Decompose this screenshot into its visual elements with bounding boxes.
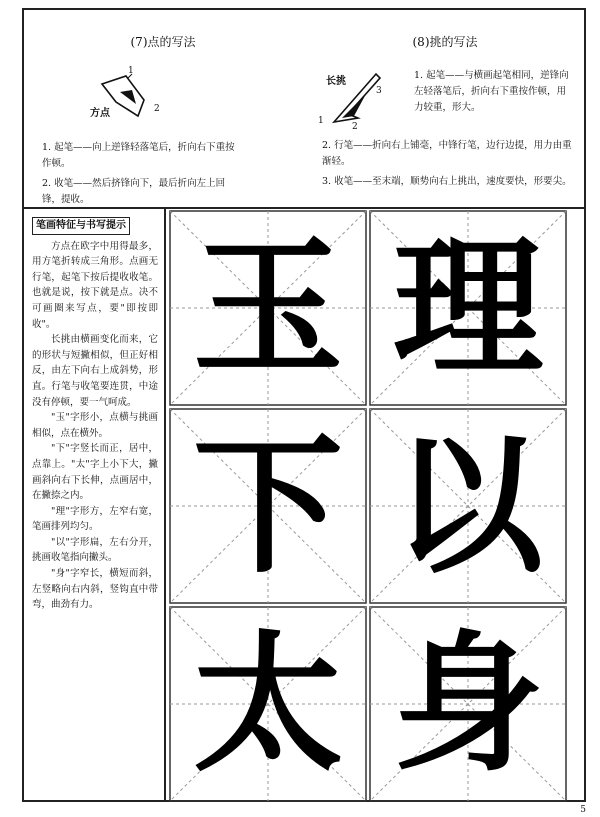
dot-stroke-diagram: [90, 66, 200, 130]
grid-cell: [168, 407, 368, 605]
tiao-step-1-block: [414, 68, 574, 120]
tiao-title: (8)挑的写法: [412, 35, 478, 49]
tiao-num-2: 2: [352, 122, 358, 132]
sidebar-paragraph: 长挑由横画变化而来，它的形状与短撇相似，但正好相反，由左下向右上成斜势，形直。行笔与收笔要连贯，中途没有停顿，要一气呵成。: [32, 334, 158, 408]
tiao-stroke-diagram: [314, 64, 410, 134]
tiao-technique: [304, 8, 586, 207]
technique-section: [22, 8, 586, 209]
tiao-num-3: 3: [376, 86, 382, 96]
sidebar-paragraph: "身"字窄长，横短而斜，左竖略向右内斜，竖钩直中带弯，曲劲有力。: [32, 568, 158, 611]
tiao-step-3: 3. 收笔——至末端，顺势向右上挑出，速度要快，形要尖。: [322, 176, 572, 187]
character-tai: 太: [192, 616, 343, 792]
dot-num-1: 1: [128, 66, 134, 76]
tiao-step-1: 1. 起笔——与横画起笔相同，逆锋向左轻落笔后，折向右下重按作顿，用力较重，形大。: [414, 70, 569, 113]
dot-steps: [42, 140, 242, 212]
character-yi: 以: [392, 418, 543, 594]
sidebar-paragraph: "玉"字形小，点横与挑画相似，点在横外。: [32, 412, 158, 439]
character-li: 理: [392, 220, 543, 396]
dot-technique: [22, 8, 304, 207]
sidebar-paragraph: "理"字形方，左窄右宽，笔画排列均匀。: [32, 505, 158, 533]
sidebar-title: 笔画特征与书写提示: [32, 217, 130, 235]
grid-cell: [168, 209, 368, 407]
character-xia: 下: [192, 418, 343, 594]
grid-cell: [368, 209, 568, 407]
page-number: 5: [580, 805, 586, 815]
tiao-steps-rest: [322, 138, 577, 194]
character-grid: [166, 209, 586, 802]
dot-title: (7)点的写法: [130, 35, 196, 49]
dot-label: 方点: [90, 108, 110, 119]
dot-step-2: 2. 收笔——然后挤锋向下，最后折向左上回锋，提收。: [42, 178, 226, 205]
dot-num-2: 2: [154, 104, 160, 114]
character-shen: 身: [392, 616, 543, 792]
tiao-label: 长挑: [326, 76, 346, 87]
grid-cell: [368, 605, 568, 803]
tiao-num-1: 1: [318, 116, 324, 126]
character-yu: 玉: [192, 220, 343, 396]
grid-cell: [368, 407, 568, 605]
dot-stroke-shape: [90, 70, 200, 130]
dot-step-1: 1. 起笔——向上逆锋轻落笔后，折向右下重按作顿。: [42, 142, 235, 169]
tiao-step-2: 2. 行笔——折向右上铺毫，中锋行笔，边行边提，用力由重渐轻。: [322, 140, 572, 167]
grid-cell: [168, 605, 368, 803]
sidebar-paragraph: 方点在欧字中用得最多，用方笔折转成三角形。点画无行笔，起笔下按后提收收笔。也就是说，按下就是点。决不可画圈来写点，要"即按即收"。: [32, 240, 158, 330]
sidebar-paragraph: "以"字形扁，左右分开，挑画收笔指向撇头。: [32, 536, 158, 564]
sidebar-notes: [22, 209, 166, 802]
sidebar-paragraph: "下"字竖长而正，居中，点靠上。"太"字上小下大，撇画斜向右下长伸，点画居中，在撇捺之内。: [32, 443, 158, 502]
